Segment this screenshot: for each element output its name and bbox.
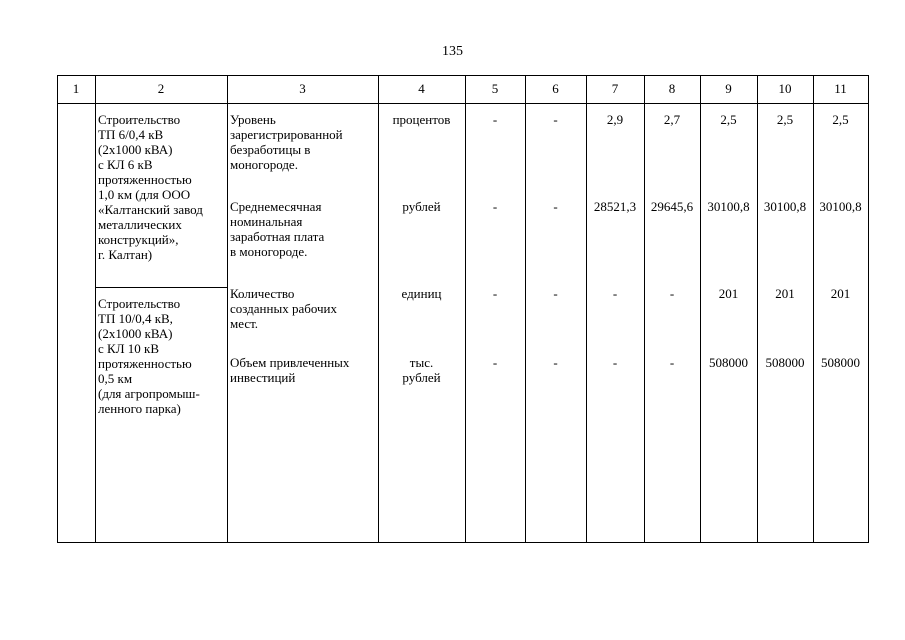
value-salary-8: 29645,6 (650, 199, 694, 214)
value-unemployment-11: 2,5 (832, 112, 849, 127)
project-2: Строительство ТП 10/0,4 кВ, (2х1000 кВА) с КЛ 10 кВ протяженностью 0,5 км (для агропромыш- ленного парка) (98, 296, 200, 416)
value-investments-11: 508000 (821, 355, 860, 370)
col-border-7 (644, 75, 645, 543)
value-unemployment-9: 2,5 (720, 112, 737, 127)
header-col-9: 9 (725, 81, 732, 96)
col-border-0 (57, 75, 58, 543)
value-investments-5: - (492, 355, 498, 370)
project-1: Строительство ТП 6/0,4 кВ (2х1000 кВА) с КЛ 6 кВ протяженностью 1,0 км (для ООО «Калтанский завод металлических конструкций», г. Калтан) (98, 112, 203, 262)
col-border-9 (757, 75, 758, 543)
value-jobs-8: - (669, 286, 675, 301)
value-unemployment-7: 2,9 (606, 112, 624, 127)
col-border-2 (227, 75, 228, 543)
value-unemployment-6: - (553, 112, 558, 127)
unit-salary: рублей (402, 199, 441, 214)
table-bottom-border (57, 542, 869, 543)
value-investments-6: - (553, 355, 558, 370)
value-investments-10: 508000 (765, 355, 805, 370)
indicator-unemployment: Уровень зарегистрированной безработицы в моногороде. (230, 112, 343, 172)
col-border-10 (813, 75, 814, 543)
header-col-1: 1 (72, 81, 80, 96)
value-jobs-7: - (612, 286, 618, 301)
indicator-salary: Среднемесячная номинальная заработная плата в моногороде. (230, 199, 325, 259)
header-col-2: 2 (157, 81, 165, 96)
col-border-1 (95, 75, 96, 543)
value-salary-7: 28521,3 (593, 199, 637, 214)
header-col-3: 3 (299, 81, 306, 96)
value-salary-11: 30100,8 (819, 199, 862, 214)
header-col-10: 10 (778, 81, 792, 96)
header-col-11: 11 (834, 81, 847, 96)
value-salary-5: - (492, 199, 498, 214)
page-number: 135 (442, 44, 463, 59)
unit-jobs: единиц (401, 286, 442, 301)
col-border-6 (586, 75, 587, 543)
col-border-4 (465, 75, 466, 543)
value-investments-8: - (669, 355, 675, 370)
header-col-6: 6 (552, 81, 559, 96)
value-unemployment-10: 2,5 (776, 112, 794, 127)
project-divider (95, 287, 227, 288)
unit-investments: тыс. рублей (402, 355, 441, 385)
header-col-7: 7 (611, 81, 619, 96)
value-salary-9: 30100,8 (707, 199, 750, 214)
header-col-8: 8 (668, 81, 676, 96)
value-investments-7: - (612, 355, 618, 370)
indicator-investments: Объем привлеченных инвестиций (230, 355, 350, 385)
col-border-5 (525, 75, 526, 543)
header-col-5: 5 (491, 81, 499, 96)
value-salary-10: 30100,8 (763, 199, 807, 214)
value-investments-9: 508000 (709, 355, 748, 370)
value-jobs-10: 201 (775, 286, 795, 301)
value-jobs-5: - (492, 286, 498, 301)
col-border-8 (700, 75, 701, 543)
value-unemployment-5: - (492, 112, 498, 127)
value-salary-6: - (553, 199, 558, 214)
value-unemployment-8: 2,7 (663, 112, 681, 127)
header-bottom-border (57, 103, 869, 104)
value-jobs-11: 201 (830, 286, 851, 301)
col-border-11 (868, 75, 869, 543)
indicator-jobs: Количество созданных рабочих мест. (230, 286, 337, 331)
unit-unemployment: процентов (392, 112, 451, 127)
col-border-3 (378, 75, 379, 543)
header-col-4: 4 (418, 81, 425, 96)
value-jobs-9: 201 (718, 286, 739, 301)
value-jobs-6: - (553, 286, 558, 301)
